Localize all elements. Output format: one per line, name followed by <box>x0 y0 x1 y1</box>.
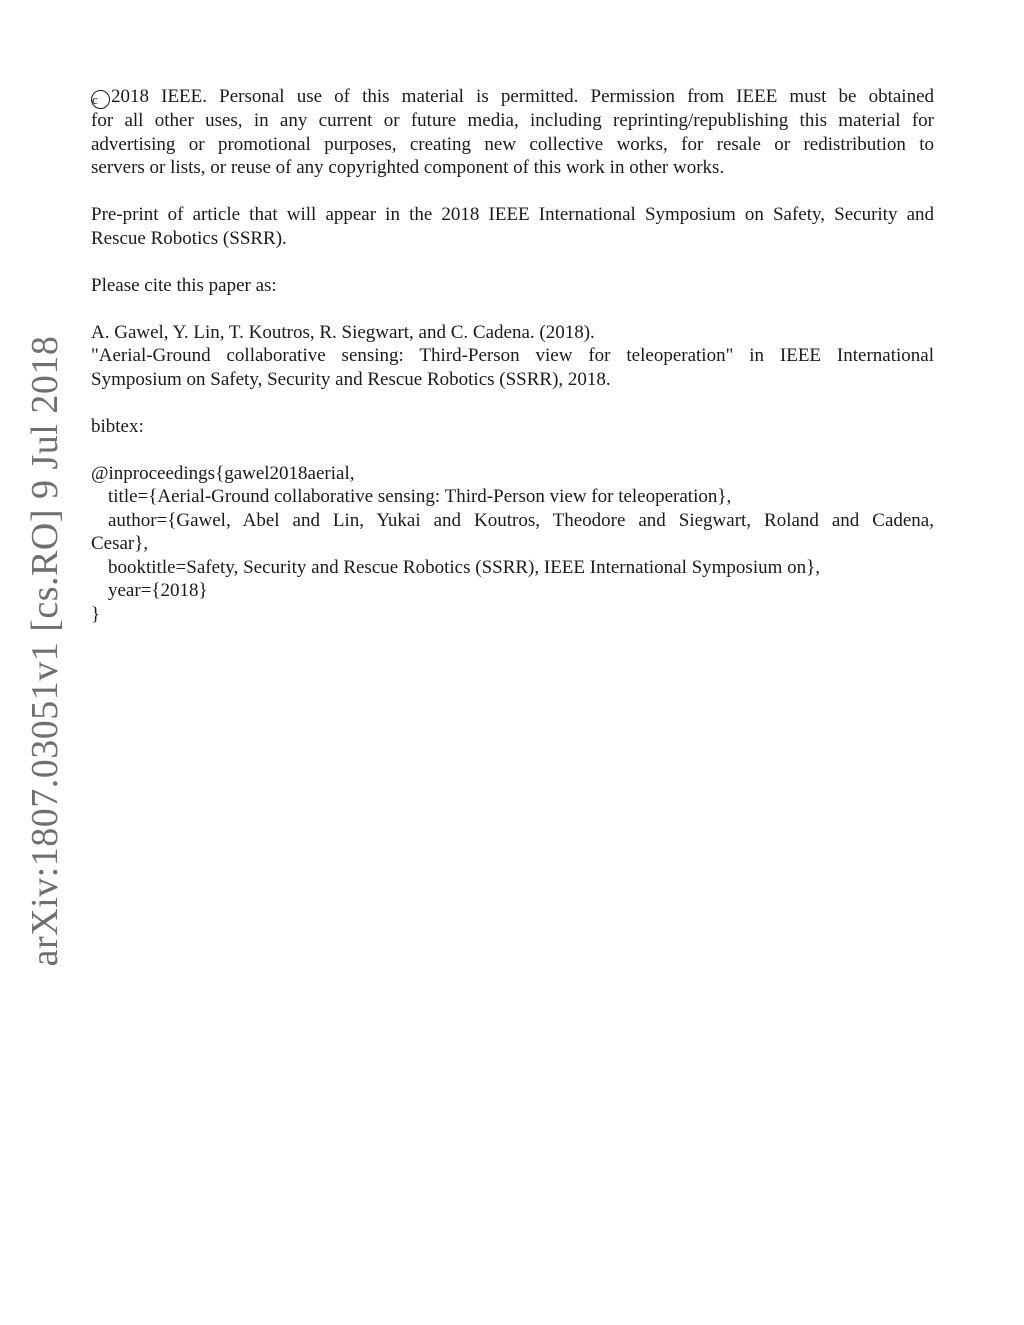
copyright-icon: c <box>91 90 110 109</box>
bibtex-booktitle: booktitle=Safety, Security and Rescue Robotics (SSRR), IEEE International Symposium on}, <box>108 556 821 578</box>
bibtex-year: year={2018} <box>108 580 208 601</box>
preprint-line: Rescue Robotics (SSRR). <box>91 227 287 249</box>
bibtex-block <box>91 462 934 627</box>
copyright-notice <box>91 85 934 180</box>
bibtex-close: } <box>91 603 101 625</box>
copyright-line: servers or lists, or reuse of any copyrighted component of this work in other works. <box>91 157 725 178</box>
bibtex-entry: @inproceedings{gawel2018aerial, <box>91 462 355 484</box>
bibtex-author: author={Gawel, Abel and Lin, Yukai and Koutros, Theodore and Siegwart, Roland and Cadena, <box>108 509 934 531</box>
copyright-line: c 2018 IEEE. Personal use of this material is permitted. Permission from IEEE must be obtained <box>92 86 934 107</box>
citation-line: "Aerial-Ground collaborative sensing: Third-Person view for teleoperation" in IEEE International <box>91 345 934 366</box>
cite-heading: Please cite this paper as: <box>91 274 277 296</box>
citation <box>91 321 934 392</box>
bibtex-title: title={Aerial-Ground collaborative sensing: Third-Person view for teleoperation}, <box>108 486 732 507</box>
bibtex-author-cont: Cesar}, <box>91 533 149 554</box>
citation-line: Symposium on Safety, Security and Rescue Robotics (SSRR), 2018. <box>91 368 611 390</box>
preprint-notice <box>91 203 934 250</box>
arxiv-identifier: arXiv:1807.03051v1 [cs.RO] 9 Jul 2018 <box>24 335 66 967</box>
preprint-line: Pre-print of article that will appear in the 2018 IEEE International Symposium on Safety, Security and <box>91 204 934 225</box>
front-matter <box>91 85 934 650</box>
citation-line: A. Gawel, Y. Lin, T. Koutros, R. Siegwart, and C. Cadena. (2018). <box>91 321 595 343</box>
copyright-line: for all other uses, in any current or future media, including reprinting/republishing this material for <box>91 110 934 131</box>
bibtex-heading: bibtex: <box>91 415 144 437</box>
copyright-line: advertising or promotional purposes, creating new collective works, for resale or redistribution to <box>91 133 934 155</box>
